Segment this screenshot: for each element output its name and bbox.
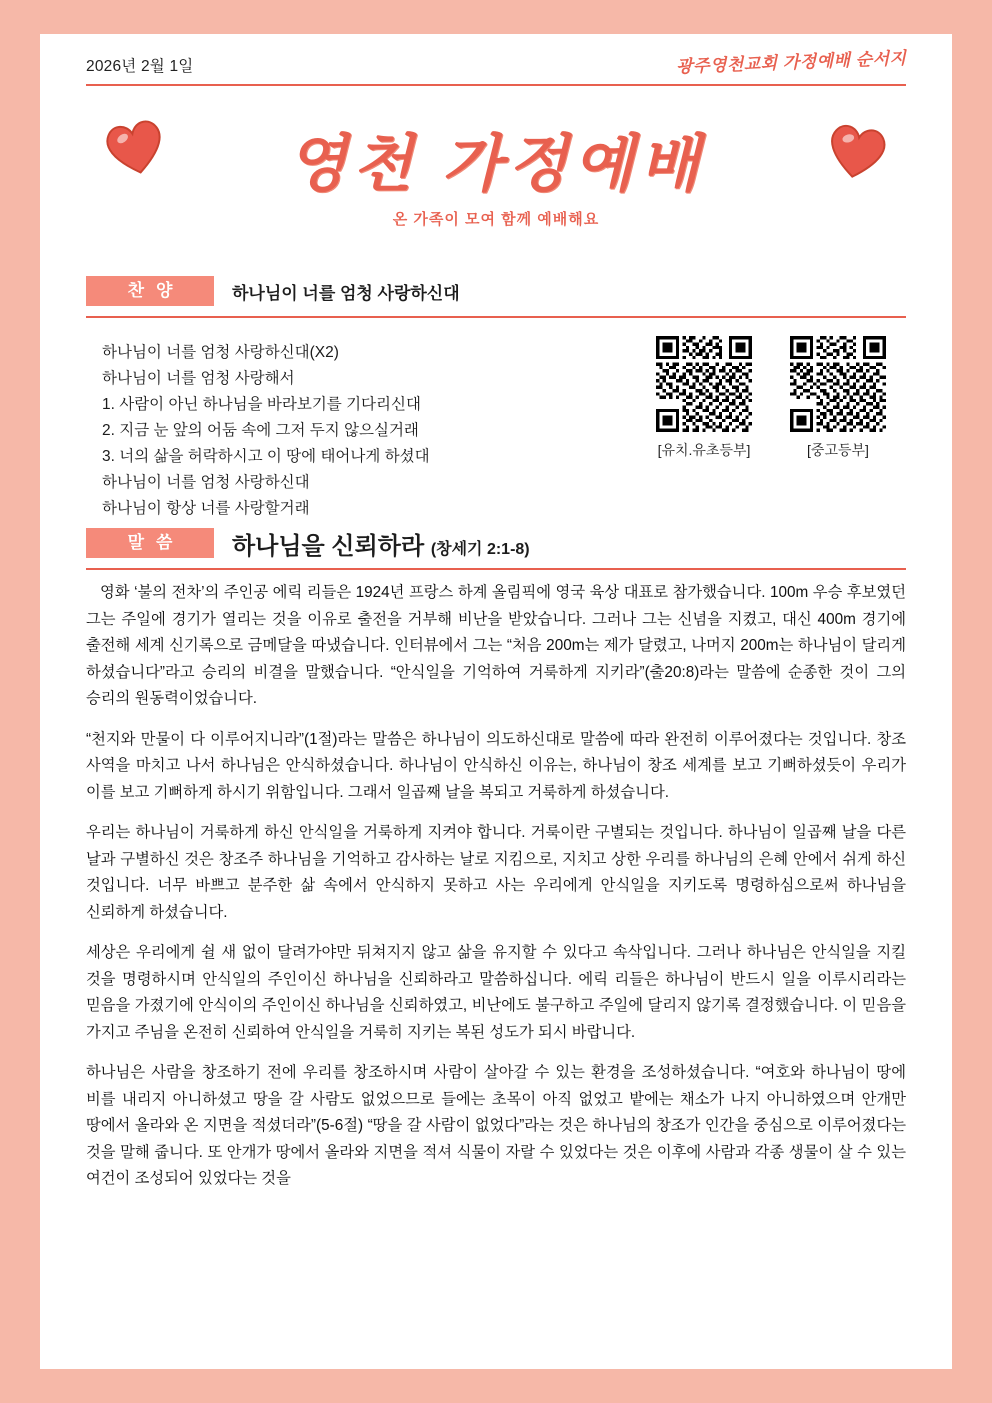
message-divider bbox=[86, 568, 906, 570]
message-paragraph: 우리는 하나님이 거룩하게 하신 안식일을 거룩하게 지켜야 합니다. 거룩이란 구별되는 것입니다. 하나님이 일곱째 날을 다른 날과 구별하신 것은 창조주 하나님을 기억하고 감사하는 날로 지킴으로, 지치고 상한 우리를 하나님의 은혜 안에서 쉬게 하신 것입니다. 너무 바쁘고 분주한 삶 속에서 안식하지 못하고 사는 우리에게 안식일을 지키도록 명령하심으로써 하나님을 신뢰하게 하셨습니다. bbox=[86, 824, 906, 921]
qr-code-icon[interactable] bbox=[790, 336, 886, 432]
message-tag: 말씀 bbox=[86, 528, 214, 558]
message-body bbox=[40, 570, 952, 1193]
lyric-line: 3. 너의 삶을 허락하시고 이 땅에 태어나게 하셨대 bbox=[102, 448, 430, 465]
praise-body bbox=[40, 318, 952, 522]
header-divider bbox=[86, 84, 906, 86]
page-subtitle: 온 가족이 모여 함께 예배해요 bbox=[392, 211, 600, 228]
message-header bbox=[86, 522, 906, 564]
lyric-line: 2. 지금 눈 앞의 어둠 속에 그저 두지 않으실거래 bbox=[102, 422, 419, 439]
praise-song-title: 하나님이 너를 엄청 사랑하신대 bbox=[232, 283, 460, 303]
message-reference: (창세기 2:1-8) bbox=[430, 540, 530, 558]
qr-label: [유치.유초등부] bbox=[657, 442, 751, 458]
qr-item[interactable] bbox=[656, 336, 752, 460]
lyric-line: 하나님이 항상 너를 사랑할거래 bbox=[102, 500, 310, 517]
message-paragraph: 세상은 우리에게 쉴 새 없이 달려가야만 뒤쳐지지 않고 삶을 유지할 수 있다고 속삭입니다. 그러나 하나님은 안식일을 지킬 것을 명령하시며 안식일의 주인이신 하나님을 신뢰하라고 말씀하십니다. 에릭 리들은 하나님이 반드시 일을 이루시리라는 믿음을 가졌기에 안식이의 주인이신 하나님을 신뢰하였고, 비난에도 불구하고 주일에 달리지 않기록 결정했습니다. 이 믿음을 가지고 주님을 온전히 신뢰하여 안식일을 거룩히 지키는 복된 성도가 되시 바랍니다. bbox=[86, 944, 906, 1041]
message-section bbox=[40, 522, 952, 570]
message-paragraph: 하나님은 사람을 창조하기 전에 우리를 창조하시며 사람이 살아갈 수 있는 환경을 조성하셨습니다. “여호와 하나님이 땅에 비를 내리지 아니하셨고 땅을 갈 사람도 없었으므로 들에는 초목이 아직 없었고 밭에는 채소가 나지 아니하였으며 안개만 땅에서 올라와 온 지면을 적셨더라”(5-6절) “땅을 갈 사람이 없었다”라는 것은 하나님의 창조가 인간을 중심으로 이루어졌다는 것을 말해 줍니다. 또 안개가 땅에서 올라와 지면을 적셔 식물이 자랄 수 있었다는 것은 이후에 사람과 각종 생물이 살 수 있는 여건이 조성되어 있었다는 것을 bbox=[86, 1064, 906, 1187]
lyric-line: 하나님이 너를 엄청 사랑해서 bbox=[102, 370, 295, 387]
page-title: 영천 가정예배 bbox=[286, 130, 706, 199]
issue-date: 2026년 2월 1일 bbox=[86, 58, 194, 75]
title-block bbox=[40, 90, 952, 270]
document-header bbox=[40, 34, 952, 90]
message-paragraph: “천지와 만물이 다 이루어지니라”(1절)라는 말씀은 하나님이 의도하신대로 말씀에 따라 완전히 이루어졌다는 것입니다. 창조 사역을 마치고 나서 하나님은 안식하셨습니다. 하나님이 안식하신 이유는, 하나님이 창조 세계를 보고 기뻐하셨듯이 우리가 이를 보고 기뻐하게 하시기 위함입니다. 그래서 일곱째 날을 복되고 거룩하게 하셨습니다. bbox=[86, 730, 906, 801]
praise-tag: 찬양 bbox=[86, 276, 214, 306]
qr-item[interactable] bbox=[790, 336, 886, 460]
church-tagline: 광주영천교회 가정예배 순서지 bbox=[675, 48, 907, 77]
qr-code-group bbox=[656, 336, 886, 460]
document-page bbox=[40, 34, 952, 1369]
lyric-line: 하나님이 너를 엄청 사랑하신대(X2) bbox=[102, 344, 339, 361]
message-title-wrap bbox=[232, 526, 530, 561]
praise-section bbox=[40, 270, 952, 318]
lyric-line: 1. 사람이 아닌 하나님을 바라보기를 기다리신대 bbox=[102, 396, 421, 413]
qr-code-icon[interactable] bbox=[656, 336, 752, 432]
praise-header bbox=[86, 270, 906, 312]
message-title: 하나님을 신뢰하라 bbox=[232, 532, 425, 560]
message-paragraph: 영화 ‘불의 전차’의 주인공 에릭 리들은 1924년 프랑스 하계 올림픽에 영국 육상 대표로 참가했습니다. 100m 우승 후보였던 그는 주일에 경기가 열리는 것을 이유로 출전을 거부해 비난을 받았습니다. 그러나 그는 신념을 지켰고, 대신 400m 경기에 출전해 세계 신기록으로 금메달을 따냈습니다. 인터뷰에서 그는 “처음 200m는 제가 달렸고, 나머지 200m는 하나님이 달리게 하셨습니다”라고 승리의 비결을 말했습니다. “안식일을 기억하여 거룩하게 지키라”(출20:8)라는 말씀에 순종한 것이 그의 승리의 원동력이었습니다. bbox=[86, 584, 906, 707]
qr-label: [중고등부] bbox=[807, 442, 869, 458]
lyric-line: 하나님이 너를 엄청 사랑하신대 bbox=[102, 474, 310, 491]
